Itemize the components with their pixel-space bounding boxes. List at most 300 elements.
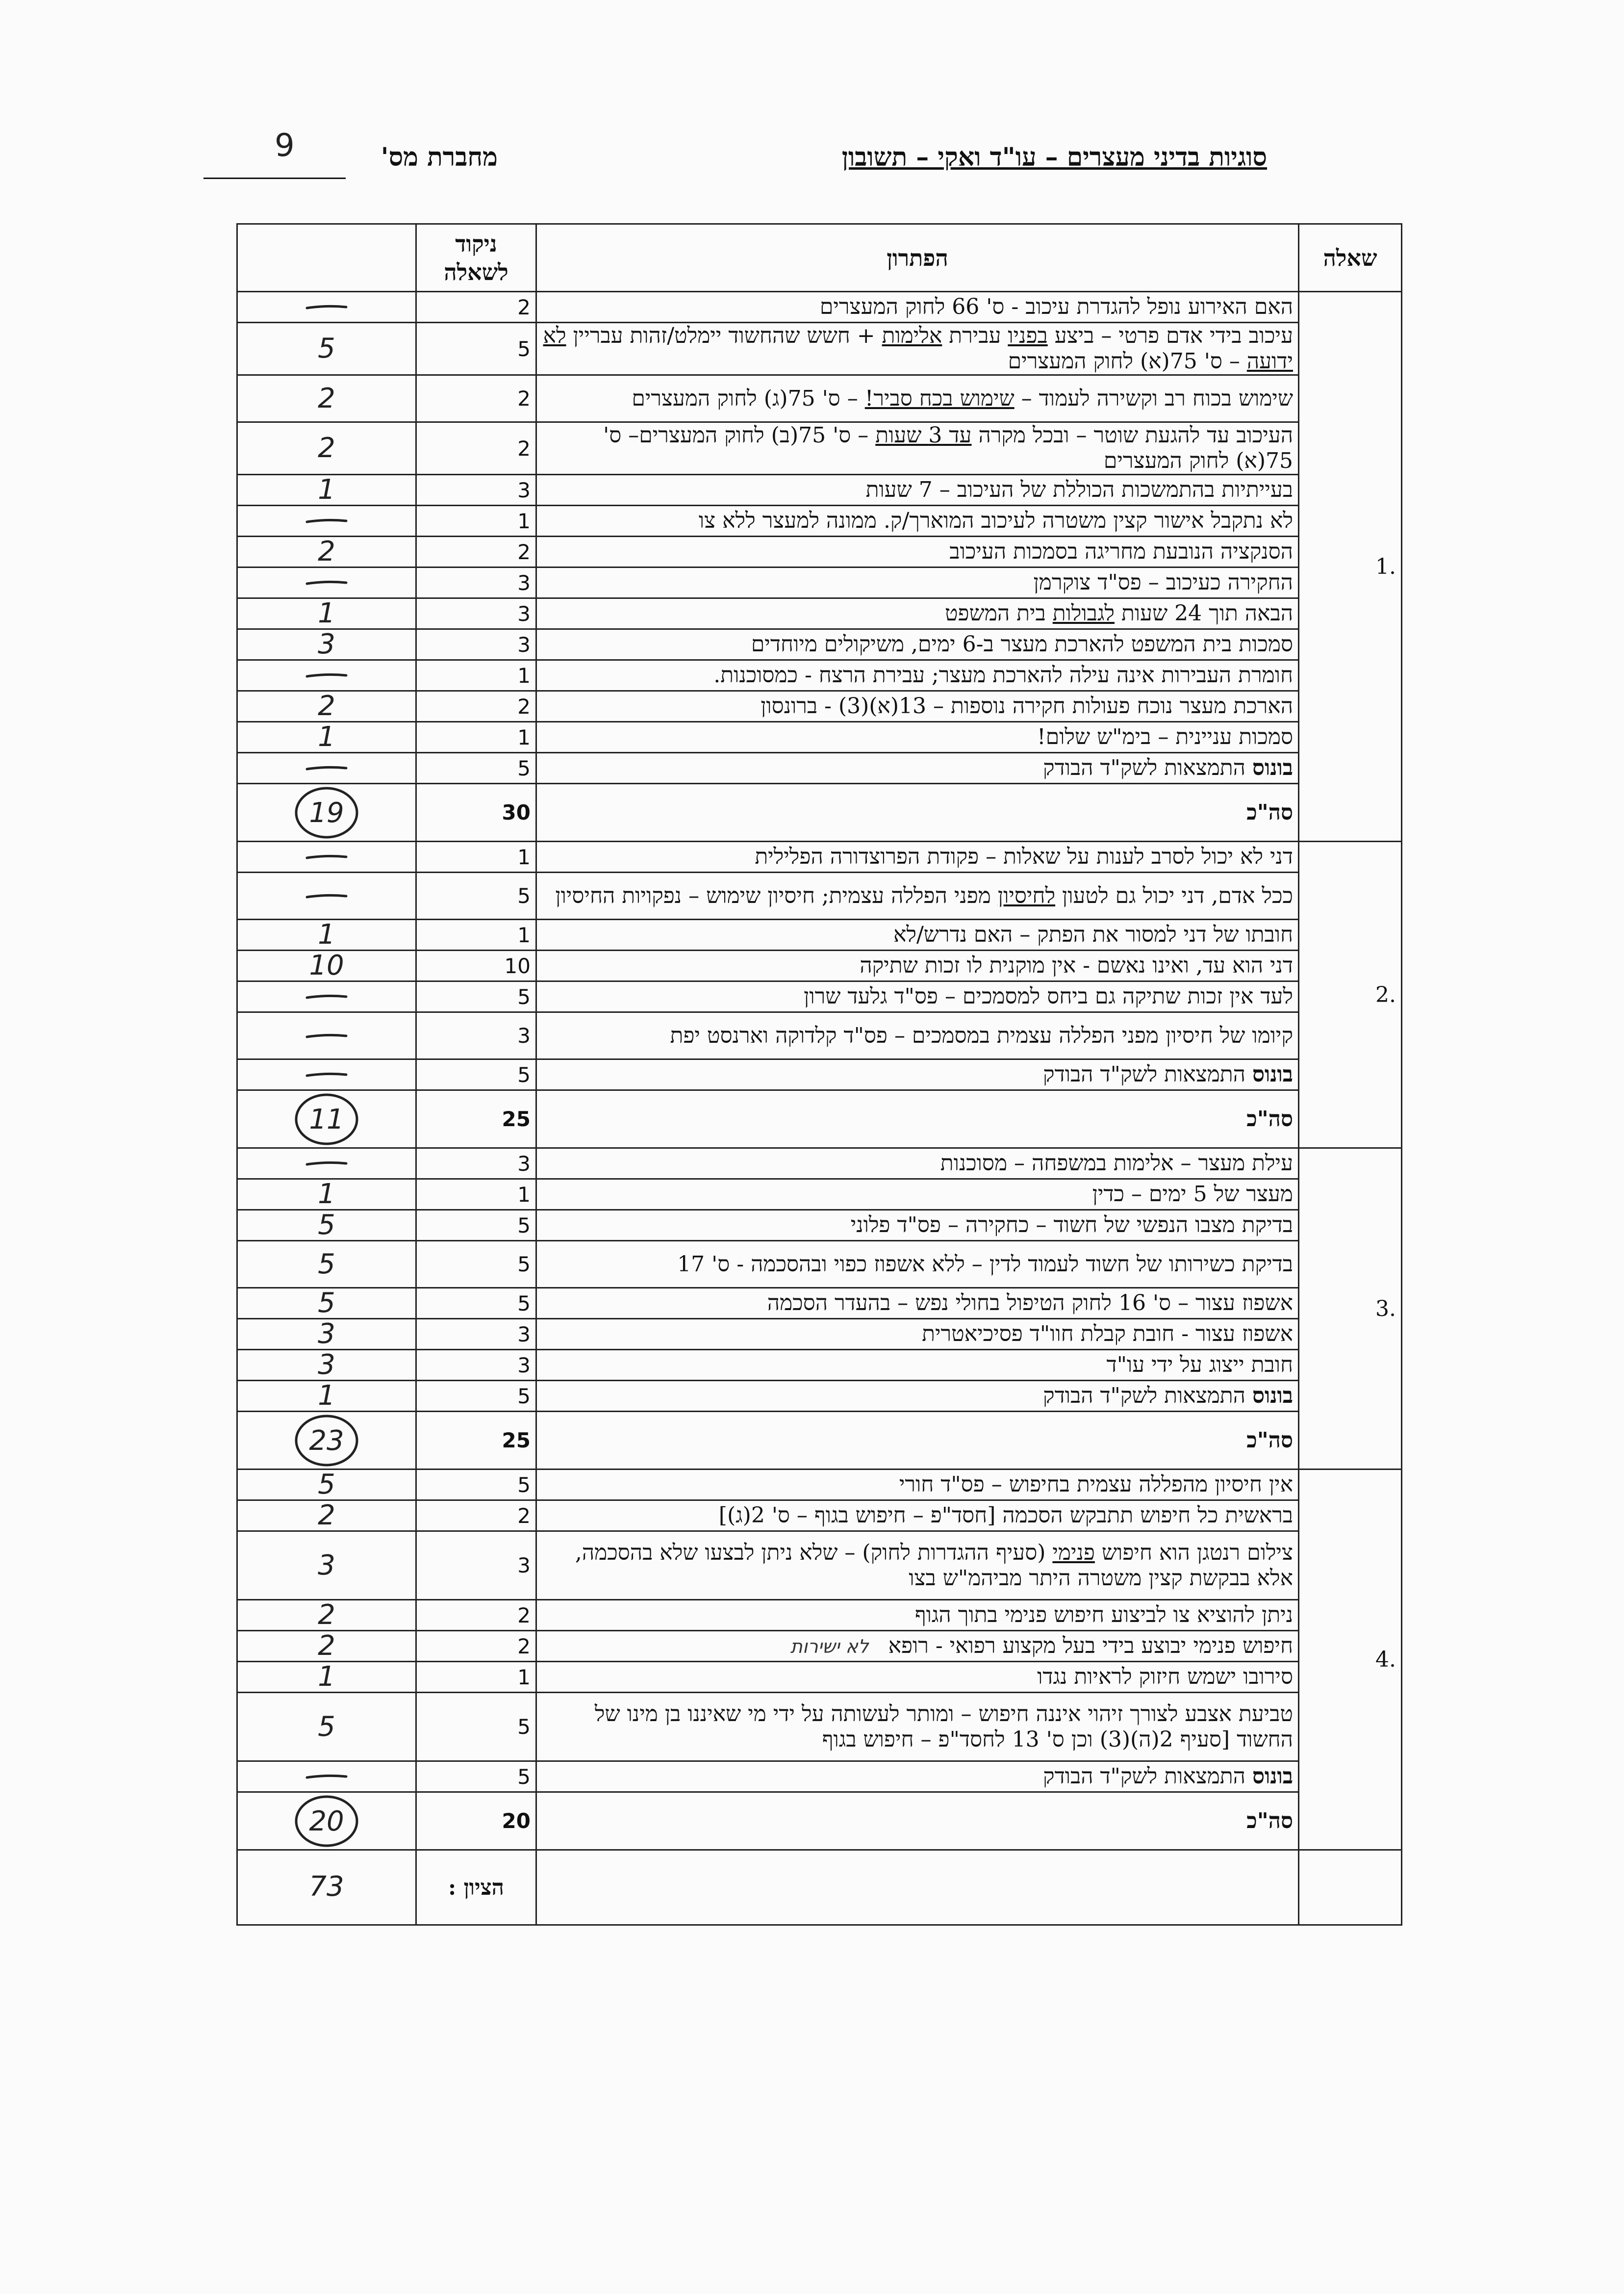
handwritten-mark — [287, 881, 366, 911]
handwritten-value: 3 — [318, 1318, 335, 1350]
solution-segment: האם האירוע נופל להגדרת עיכוב - ס' 66 לחוק המעצרים — [819, 294, 1293, 319]
handwritten-mark — [287, 661, 366, 690]
total-row — [237, 1412, 1402, 1469]
points-cell: 3 — [416, 629, 536, 660]
handwritten-value: 1 — [318, 721, 335, 753]
solution-text — [536, 506, 1299, 537]
solution-text — [536, 323, 1299, 375]
points-cell: 1 — [416, 506, 536, 537]
points-cell: 2 — [416, 1600, 536, 1631]
points-cell: 1 — [416, 722, 536, 753]
dash-mark-icon — [307, 674, 346, 676]
solution-text — [536, 1631, 1299, 1662]
solution-text — [536, 842, 1299, 873]
grader-mark-cell — [237, 1600, 416, 1631]
solution-text — [536, 375, 1299, 422]
table-row — [237, 1350, 1402, 1381]
solution-segment: (סעיף ההגדרות לחוק) – שלא ניתן לבצעו שלא בהסכמה, אלא בבקשת קצין משטרה היתר מביהמ"ש בצו — [575, 1540, 1293, 1591]
circled-total-mark — [287, 1414, 366, 1468]
table-row — [237, 1662, 1402, 1693]
handwritten-value: 5 — [318, 1209, 335, 1241]
table-row — [237, 722, 1402, 753]
underlined-term: לא ידועה — [543, 323, 1293, 374]
table-row — [237, 375, 1402, 422]
grader-mark-cell — [237, 537, 416, 567]
points-cell: 3 — [416, 1350, 536, 1381]
points-cell: 3 — [416, 1319, 536, 1350]
solution-segment: סמכות בית המשפט להארכת מעצר ב-6 ימים, משיקולים מיוחדים — [751, 632, 1293, 657]
dash-mark-icon — [307, 520, 346, 522]
bonus-row — [237, 1059, 1402, 1090]
handwritten-mark — [287, 292, 366, 322]
solution-segment: חובתו של דני למסור את הפתק – האם נדרש/לא — [893, 922, 1293, 947]
handwritten-value: 3 — [318, 1549, 335, 1581]
handwritten-mark — [287, 384, 366, 413]
points-cell: 10 — [416, 951, 536, 981]
solution-segment: סירובו ישמש חיזוק לראיות נגדו — [1037, 1664, 1293, 1689]
notebook-label: מחברת מס' — [381, 142, 498, 172]
total-grade-cell — [237, 1792, 416, 1850]
solution-text — [536, 422, 1299, 475]
handwritten-value: 1 — [318, 474, 335, 506]
solution-segment: – ס' 75(ג) לחוק המעצרים — [632, 386, 865, 411]
handwritten-mark — [287, 1211, 366, 1240]
solution-segment: מפני הפללה עצמית; חיסיון שימוש – נפקויות החיסיון — [555, 883, 998, 908]
solution-text — [536, 537, 1299, 567]
solution-text — [536, 1500, 1299, 1531]
points-cell: 5 — [416, 981, 536, 1012]
handwritten-value: 2 — [318, 536, 335, 567]
points-cell: 1 — [416, 842, 536, 873]
table-row — [237, 1500, 1402, 1531]
handwritten-mark — [287, 1662, 366, 1692]
grader-mark-cell — [237, 753, 416, 784]
points-cell: 5 — [416, 323, 536, 375]
handwritten-value: 5 — [318, 333, 335, 364]
handwritten-value: 5 — [318, 1710, 335, 1743]
grader-mark-cell — [237, 1693, 416, 1761]
dash-mark-icon — [307, 856, 346, 858]
points-cell: 5 — [416, 873, 536, 920]
points-cell: 2 — [416, 292, 536, 323]
points-cell: 2 — [416, 375, 536, 422]
table-row — [237, 842, 1402, 873]
table-row — [237, 1288, 1402, 1319]
table-row — [237, 1693, 1402, 1761]
points-cell: 5 — [416, 1288, 536, 1319]
solution-segment: בעייתיות בהתמשכות הכוללת של העיכוב – 7 שעות — [865, 477, 1293, 502]
handwritten-value: 10 — [309, 950, 344, 981]
total-grade-cell — [237, 1090, 416, 1148]
solution-segment: צילום רנטגן הוא חיפוש — [1094, 1540, 1293, 1565]
table-row — [237, 1600, 1402, 1631]
solution-text — [536, 873, 1299, 920]
grader-mark-cell — [237, 422, 416, 475]
total-label: סה"כ — [536, 1792, 1299, 1850]
circled-total-mark — [287, 786, 366, 840]
solution-text — [536, 1210, 1299, 1241]
handwritten-mark — [287, 475, 366, 505]
solution-segment: אין חיסיון מהפללה עצמית בחיפוש – פס"ד חורי — [899, 1472, 1293, 1497]
table-row — [237, 1469, 1402, 1500]
bonus-description: התמצאות לשק"ד הבודק — [1043, 1764, 1245, 1789]
grader-mark-cell — [237, 1350, 416, 1381]
points-cell: 3 — [416, 567, 536, 598]
bonus-label: בונוס — [1252, 755, 1293, 780]
bonus-text — [536, 1381, 1299, 1412]
table-row — [237, 422, 1402, 475]
handwritten-mark — [287, 1180, 366, 1209]
bonus-points: 5 — [416, 1059, 536, 1090]
bonus-label: בונוס — [1252, 1062, 1293, 1087]
bonus-points: 5 — [416, 1381, 536, 1412]
table-row — [237, 292, 1402, 323]
handwritten-mark — [287, 842, 366, 872]
solution-text — [536, 1531, 1299, 1600]
header-grader-marks — [237, 224, 416, 292]
header-solution: הפתרון — [536, 224, 1299, 292]
grader-mark-cell — [237, 506, 416, 537]
handwritten-mark — [287, 1289, 366, 1318]
total-row — [237, 1090, 1402, 1148]
table-row — [237, 691, 1402, 722]
table-row — [237, 629, 1402, 660]
table-row — [237, 1631, 1402, 1662]
points-cell: 5 — [416, 1241, 536, 1288]
points-cell: 5 — [416, 1469, 536, 1500]
solution-segment: מעצר של 5 ימים – כדין — [1092, 1182, 1293, 1207]
document-title: סוגיות בדיני מעצרים – עו"ד ואקי – תשובון — [841, 142, 1267, 172]
question-number: .2 — [1299, 842, 1402, 1148]
handwritten-mark — [287, 951, 366, 980]
solution-segment: הארכת מעצר נוכח פעולות חקירה נוספות – 13(א)(3) - ברונסון — [761, 694, 1293, 719]
handwritten-mark — [287, 1631, 366, 1661]
solution-segment: בראשית כל חיפוש תתבקש הסכמה [חסד"פ – חיפוש בגוף – ס' 2(ג)] — [718, 1503, 1293, 1528]
solution-segment: טביעת אצבע לצורך זיהוי איננה חיפוש – ומותר לעשותה על ידי מי שאיננו בן מינו של החשוד [סעיף 2(ה)(3) וכן ס' 13 לחסד"פ – חיפוש בגוף — [594, 1701, 1293, 1752]
handwritten-value: 1 — [318, 597, 335, 629]
table-row — [237, 1179, 1402, 1210]
dash-mark-icon — [307, 895, 346, 897]
final-empty-cell — [1299, 1850, 1402, 1925]
handwritten-value: 2 — [318, 1630, 335, 1662]
underlined-term: לגבולות — [1052, 601, 1115, 626]
header-question: שאלה — [1299, 224, 1402, 292]
points-cell: 2 — [416, 1500, 536, 1531]
bonus-label: בונוס — [1252, 1383, 1293, 1408]
dash-mark-icon — [307, 996, 346, 998]
grader-mark-cell — [237, 1179, 416, 1210]
points-cell: 3 — [416, 1012, 536, 1059]
table-row — [237, 920, 1402, 951]
solution-text — [536, 567, 1299, 598]
handwritten-mark — [287, 1600, 366, 1630]
final-grade-handwritten — [287, 1870, 366, 1905]
solution-segment: עבירת — [942, 323, 1008, 348]
dash-mark-icon — [307, 582, 346, 584]
solution-segment: הבאה תוך 24 שעות — [1114, 601, 1293, 626]
solution-segment: בית המשפט — [944, 601, 1053, 626]
handwritten-mark — [287, 982, 366, 1011]
solution-segment: אשפוז עצור – ס' 16 לחוק הטיפול בחולי נפש – בהעדר הסכמה — [767, 1290, 1293, 1315]
solution-text — [536, 598, 1299, 629]
total-points: 20 — [416, 1792, 536, 1850]
grader-mark-cell — [237, 1012, 416, 1059]
points-cell: 3 — [416, 1148, 536, 1179]
handwritten-mark — [287, 537, 366, 567]
solution-segment: + חשש שהחשוד יימלט/זהות עבריין — [566, 323, 882, 348]
total-row — [237, 1792, 1402, 1850]
header-points-line2: לשאלה — [444, 258, 508, 285]
grader-mark-cell — [237, 375, 416, 422]
points-cell: 1 — [416, 920, 536, 951]
points-cell: 1 — [416, 660, 536, 691]
solution-text — [536, 292, 1299, 323]
solution-segment: עיכוב בידי אדם פרטי – ביצע — [1047, 323, 1293, 348]
points-cell: 2 — [416, 422, 536, 475]
solution-text — [536, 1319, 1299, 1350]
dash-mark-icon — [307, 1074, 346, 1076]
handwritten-value: 3 — [318, 1349, 335, 1381]
grader-mark-cell — [237, 842, 416, 873]
dash-mark-icon — [307, 1035, 346, 1037]
notebook-number-handwritten: 9 — [275, 128, 295, 164]
underlined-term: עד 3 שעות — [875, 423, 972, 448]
solution-segment: דני הוא עד, ואינו נאשם - אין מוקנית לו זכות שתיקה — [860, 953, 1293, 978]
dash-mark-icon — [307, 1776, 346, 1778]
handwritten-value: 19 — [309, 797, 344, 829]
notebook-underline — [203, 178, 346, 179]
solution-segment: – ס' 75(א) לחוק המעצרים — [1008, 349, 1247, 374]
grader-mark-cell — [237, 660, 416, 691]
handwritten-value: 2 — [318, 1599, 335, 1631]
points-cell: 1 — [416, 1179, 536, 1210]
bonus-row — [237, 1761, 1402, 1792]
underlined-term: שימוש בכח סביר! — [864, 386, 1015, 411]
handwritten-value: 1 — [318, 919, 335, 951]
grader-mark-cell — [237, 1381, 416, 1412]
handwritten-mark — [287, 506, 366, 536]
bonus-row — [237, 1381, 1402, 1412]
total-points: 25 — [416, 1412, 536, 1469]
table-row — [237, 1012, 1402, 1059]
solution-text — [536, 1693, 1299, 1761]
total-row — [237, 784, 1402, 842]
solution-text — [536, 722, 1299, 753]
table-header-row — [237, 224, 1402, 292]
solution-segment: בדיקת מצבו הנפשי של חשוד – כחקירה – פס"ד פלוני — [850, 1212, 1293, 1237]
grader-mark-cell — [237, 722, 416, 753]
underlined-term: אלימות — [882, 323, 942, 348]
handwritten-mark — [287, 1762, 366, 1791]
solution-segment: הסנקציה הנובעת מחריגה בסמכות העיכוב — [949, 539, 1293, 564]
final-grade-value: 73 — [309, 1871, 344, 1903]
notebook-number-field — [203, 128, 498, 181]
grader-mark-cell — [237, 1631, 416, 1662]
dash-mark-icon — [307, 1162, 346, 1164]
bonus-description: התמצאות לשק"ד הבודק — [1043, 755, 1245, 780]
bonus-text — [536, 753, 1299, 784]
grader-mark-cell — [237, 691, 416, 722]
solution-segment: העיכוב עד להגעת שוטר – ובכל מקרה — [971, 423, 1293, 448]
points-cell: 3 — [416, 475, 536, 506]
bonus-points: 5 — [416, 1761, 536, 1792]
solution-segment: חובת ייצוג על ידי עו"ד — [1106, 1352, 1293, 1377]
total-label: סה"כ — [536, 1090, 1299, 1148]
handwritten-note: לא ישירות — [790, 1635, 869, 1657]
solution-segment: אשפוז עצור - חובת קבלת חוו"ד פסיכיאטרית — [922, 1321, 1293, 1346]
handwritten-value: 5 — [318, 1469, 335, 1500]
table-row — [237, 567, 1402, 598]
grader-mark-cell — [237, 292, 416, 323]
bonus-label: בונוס — [1252, 1764, 1293, 1789]
solution-segment: לעד אין זכות שתיקה גם ביחס למסמכים – פס"ד גלעד שרון — [804, 984, 1293, 1009]
table-row — [237, 1319, 1402, 1350]
grader-mark-cell — [237, 951, 416, 981]
handwritten-mark — [287, 1551, 366, 1580]
final-grade-row — [237, 1850, 1402, 1925]
solution-segment: בדיקת כשירותו של חשוד לעמוד לדין – ללא אשפוז כפוי ובהסכמה - ס' 17 — [677, 1251, 1293, 1277]
solution-segment: לא נתקבל אישור קצין משטרה לעיכוב המוארך/ק. ממונה למעצר ללא צו — [698, 508, 1293, 533]
solution-segment: – ס' 75(ב) לחוק המעצרים– ס' 75(א) לחוק המעצרים — [603, 423, 1293, 473]
header-points — [416, 224, 536, 292]
handwritten-mark — [287, 753, 366, 783]
solution-segment: ניתן להוציא צו לביצוע חיפוש פנימי בתוך הגוף — [914, 1602, 1293, 1627]
dash-mark-icon — [307, 306, 346, 308]
points-cell: 3 — [416, 1531, 536, 1600]
grader-mark-cell — [237, 1241, 416, 1288]
handwritten-mark — [287, 692, 366, 721]
total-points: 25 — [416, 1090, 536, 1148]
handwritten-value: 1 — [318, 1380, 335, 1412]
table-row — [237, 981, 1402, 1012]
circled-total-mark — [287, 1092, 366, 1146]
grader-mark-cell — [237, 1531, 416, 1600]
total-points: 30 — [416, 784, 536, 842]
grader-mark-cell — [237, 1288, 416, 1319]
solution-text — [536, 1179, 1299, 1210]
handwritten-mark — [287, 1470, 366, 1499]
grader-mark-cell — [237, 981, 416, 1012]
table-row — [237, 598, 1402, 629]
handwritten-mark — [287, 1350, 366, 1380]
table-row — [237, 1148, 1402, 1179]
table-row — [237, 951, 1402, 981]
points-cell: 5 — [416, 1693, 536, 1761]
points-cell: 2 — [416, 1631, 536, 1662]
solution-text — [536, 1288, 1299, 1319]
solution-text — [536, 629, 1299, 660]
grader-mark-cell — [237, 475, 416, 506]
solution-text — [536, 1148, 1299, 1179]
grader-mark-cell — [237, 920, 416, 951]
solution-text — [536, 660, 1299, 691]
total-label: סה"כ — [536, 784, 1299, 842]
bonus-description: התמצאות לשק"ד הבודק — [1043, 1062, 1245, 1087]
solution-segment: עילת מעצר – אלימות במשפחה – מסוכנות — [940, 1151, 1293, 1176]
handwritten-mark — [287, 630, 366, 659]
handwritten-mark — [287, 1060, 366, 1089]
handwritten-value: 2 — [318, 432, 335, 464]
solution-text — [536, 920, 1299, 951]
table-row — [237, 537, 1402, 567]
handwritten-mark — [287, 1712, 366, 1742]
solution-text — [536, 981, 1299, 1012]
grading-sheet — [238, 223, 1402, 1926]
grader-mark-cell — [237, 873, 416, 920]
grader-mark-cell — [237, 1319, 416, 1350]
grader-mark-cell — [237, 1148, 416, 1179]
final-grade-cell — [237, 1850, 416, 1925]
grader-mark-cell — [237, 1059, 416, 1090]
handwritten-value: 23 — [309, 1424, 344, 1457]
solution-segment: חיפוש פנימי יבוצע בידי בעל מקצוע רפואי - רופא — [888, 1633, 1293, 1658]
handwritten-value: 1 — [318, 1661, 335, 1693]
grader-mark-cell — [237, 1662, 416, 1693]
grader-mark-cell — [237, 567, 416, 598]
handwritten-value: 5 — [318, 1287, 335, 1319]
table-row — [237, 323, 1402, 375]
table-row — [237, 660, 1402, 691]
handwritten-mark — [287, 722, 366, 752]
solution-segment: ככל אדם, דני יכול גם לטעון — [1055, 883, 1293, 908]
underlined-term: פנימי — [1052, 1540, 1095, 1565]
grader-mark-cell — [237, 598, 416, 629]
handwritten-value: 1 — [318, 1178, 335, 1210]
solution-text — [536, 475, 1299, 506]
points-cell: 5 — [416, 1210, 536, 1241]
solution-text — [536, 1662, 1299, 1693]
handwritten-mark — [287, 599, 366, 628]
handwritten-mark — [287, 1501, 366, 1530]
solution-text — [536, 1469, 1299, 1500]
handwritten-mark — [287, 568, 366, 597]
handwritten-value: 2 — [318, 1499, 335, 1531]
handwritten-mark — [287, 434, 366, 463]
solution-text — [536, 951, 1299, 981]
bonus-description: התמצאות לשק"ד הבודק — [1043, 1383, 1245, 1408]
solution-text — [536, 691, 1299, 722]
handwritten-value: 3 — [318, 628, 335, 660]
handwritten-mark — [287, 1250, 366, 1279]
question-number: .4 — [1299, 1469, 1402, 1850]
grader-mark-cell — [237, 1210, 416, 1241]
handwritten-mark — [287, 1381, 366, 1411]
handwritten-mark — [287, 920, 366, 950]
solution-segment: חומרת העבירות אינה עילה להארכת מעצר; עבירת הרצח - כמסוכנות. — [713, 663, 1293, 688]
grader-mark-cell — [237, 1469, 416, 1500]
points-cell: 2 — [416, 691, 536, 722]
grading-table — [236, 223, 1402, 1926]
grader-mark-cell — [237, 629, 416, 660]
bonus-text — [536, 1059, 1299, 1090]
circled-total-mark — [287, 1794, 366, 1848]
grader-mark-cell — [237, 1761, 416, 1792]
solution-segment: קיומו של חיסיון מפני הפללה עצמית במסמכים – פס"ד קלדוקה וארנסט יפת — [670, 1023, 1293, 1048]
question-number: .1 — [1299, 292, 1402, 842]
total-grade-cell — [237, 784, 416, 842]
table-row — [237, 1241, 1402, 1288]
total-grade-cell — [237, 1412, 416, 1469]
table-row — [237, 873, 1402, 920]
bonus-row — [237, 753, 1402, 784]
final-empty-solution — [536, 1850, 1299, 1925]
handwritten-mark — [287, 334, 366, 363]
table-row — [237, 506, 1402, 537]
grader-mark-cell — [237, 323, 416, 375]
final-grade-label: הציון : — [416, 1850, 536, 1925]
handwritten-value: 5 — [318, 1248, 335, 1280]
table-row — [237, 475, 1402, 506]
